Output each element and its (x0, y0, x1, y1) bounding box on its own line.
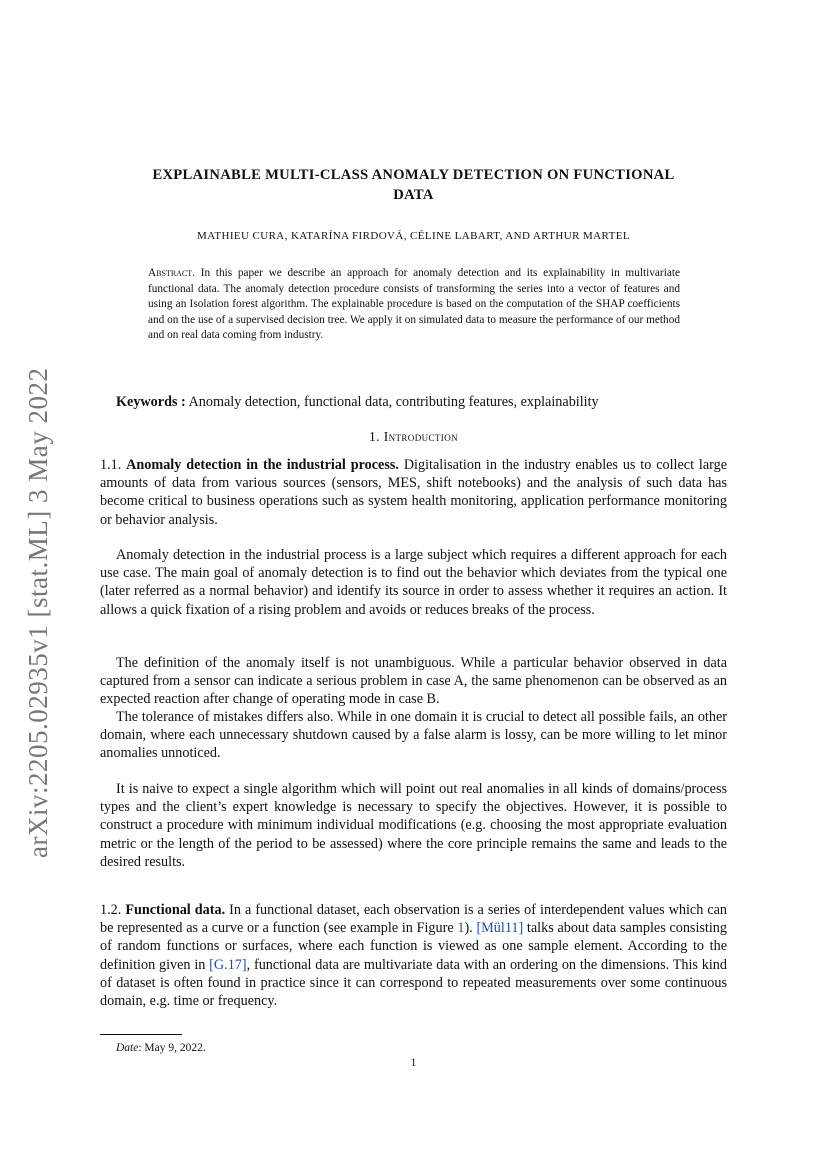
paragraph: The tolerance of mistakes differs also. While in one domain it is crucial to detect all possible fails, an other domain, where each unnecessary shutdown caused by a false alarm is lossy, can be more willing to let minor anomalies unnoticed. (100, 709, 727, 762)
footnote-text: : May 9, 2022. (138, 1042, 206, 1054)
paragraph: It is naive to expect a single algorithm which will point out real anomalies in all kinds of domains/process types and the client’s expert knowledge is necessary to specify the objectives. However, it is possible to construct a procedure with minimum individual modifications (e.g. choosing the most appropriate evaluation metric or the length of the period to be assessed) where the core principle remains the same and leads to the desired results. (100, 781, 727, 870)
subsection-title: Functional data. (125, 902, 226, 918)
section-number: 1. (368, 429, 380, 444)
citation-link-mul11[interactable]: [Mül11] (476, 920, 524, 937)
paper-title (100, 165, 727, 205)
section-title: Introduction (383, 429, 458, 444)
subsection-1-1-paragraph (100, 456, 727, 529)
footnote-divider (100, 1034, 182, 1035)
subsection-text-d: , functional data are multivariate data with an ordering on the dimensions. This kind of dataset is often found in practice since it can correspond to repeated measurements over some continuous domain, e.g. time or frequency. (100, 956, 727, 1010)
abstract-label: Abstract. (148, 267, 195, 279)
subsection-number: 1.2. (100, 902, 122, 918)
subsection-text: Digitalisation in the industry enables us to collect large amounts of data from various sources (sensors, MES, shift notebooks) and the analysis of such data has become critical to business operations such as system health monitoring, application performance monitoring or behavior analysis. (100, 457, 727, 528)
abstract-text: In this paper we describe an approach for anomaly detection and its explainability in multivariate functional data. The anomaly detection procedure consists of transforming the series into a vector of features and using an Isolation forest algorithm. The explainable procedure is based on the computation of the SHAP coefficients and on the use of a supervised decision tree. We apply it on simulated data to measure the performance of our method and on real data coming from industry. (148, 267, 680, 342)
paper-title-line1: EXPLAINABLE MULTI-CLASS ANOMALY DETECTION ON FUNCTIONAL (152, 167, 675, 183)
page-number: 1 (410, 1057, 417, 1069)
paper-title-line2: DATA (393, 187, 434, 203)
paragraph: The definition of the anomaly itself is not unambiguous. While a particular behavior observed in data captured from a sensor can indicate a serious problem in case A, the same phenomenon can be observed as an expected reaction after change of operating mode in case B. (100, 655, 727, 708)
citation-link-g17[interactable]: [G.17] (209, 956, 247, 973)
abstract (148, 266, 680, 344)
subsection-text-c: talks about data samples consisting of random functions or surfaces, where each function is viewed as one sample element. According to the definition given in (100, 920, 727, 973)
subsection-text-b: ). (464, 920, 477, 937)
keywords-line (116, 394, 599, 411)
section-heading-introduction (100, 429, 727, 445)
keywords-label: Keywords : (116, 394, 186, 410)
footnote-label: Date (116, 1042, 139, 1054)
subsection-title: Anomaly detection in the industrial process. (126, 457, 399, 473)
subsection-text-a: In a functional dataset, each observation is a series of interdependent values which can be represented as a curve or a function (see example in Figure (100, 902, 728, 937)
arxiv-identifier-stamp[interactable]: arXiv:2205.02935v1 [stat.ML] 3 May 2022 (23, 367, 53, 858)
figure-reference-link[interactable]: 1 (457, 920, 465, 937)
keywords-text: Anomaly detection, functional data, contributing features, explainability (188, 394, 599, 410)
paragraph: Anomaly detection in the industrial process is a large subject which requires a different approach for each use case. The main goal of anomaly detection is to find out the behavior which deviates from the typical one (later referred as a normal behavior) and identify its source in order to assess whether it requires an action. It allows a quick fixation of a rising problem and avoids or reduces breaks of the process. (100, 547, 727, 618)
subsection-1-2-paragraph (100, 901, 727, 1010)
subsection-number: 1.1. (100, 457, 122, 473)
author-list: MATHIEU CURA, KATARÍNA FIRDOVÁ, CÉLINE LABART, AND ARTHUR MARTEL (197, 230, 630, 242)
footnote-date (116, 1042, 206, 1054)
